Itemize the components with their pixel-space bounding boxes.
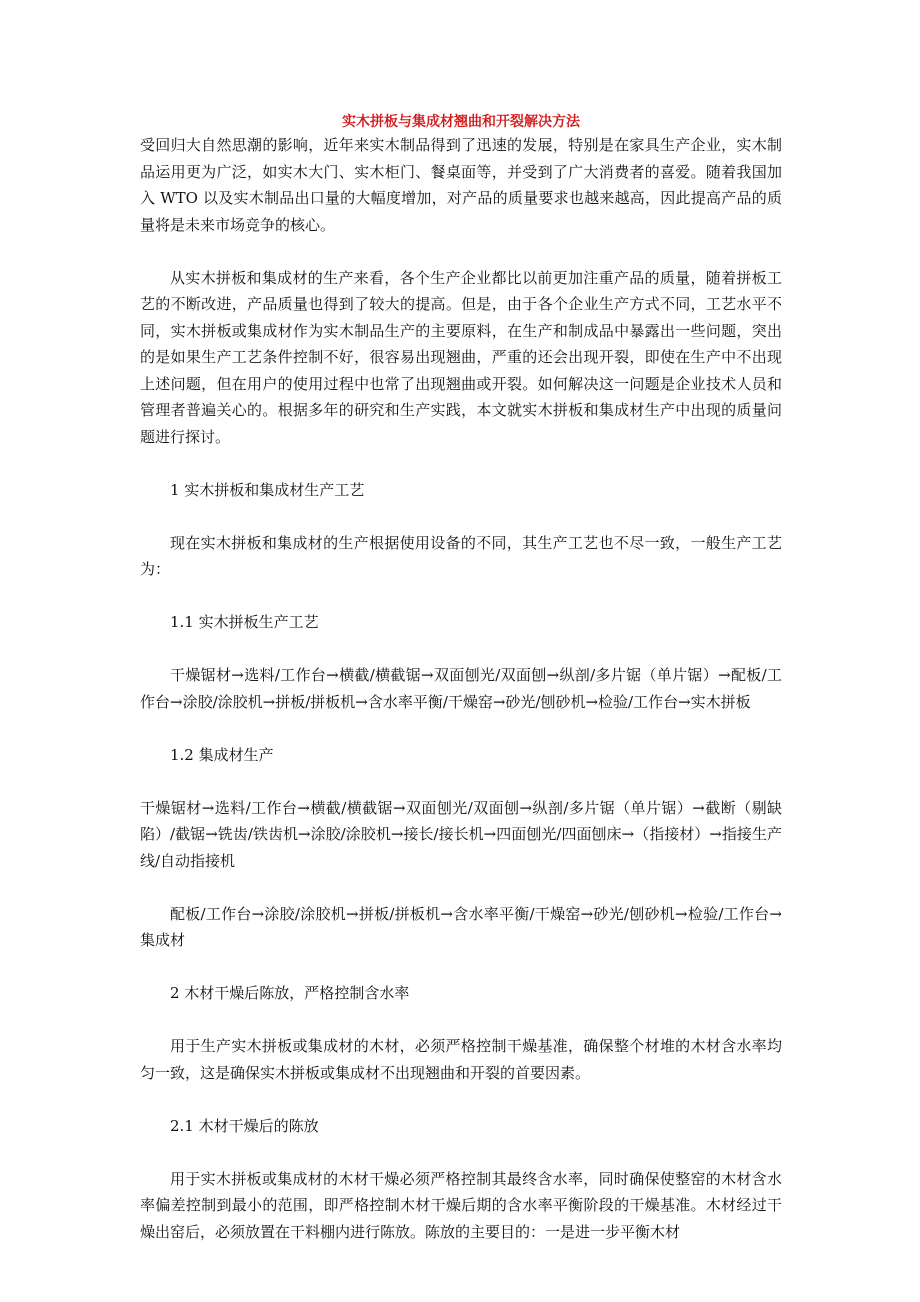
section-heading-1-1: 1.1 实木拼板生产工艺: [170, 613, 319, 631]
section-heading-1: 1 实木拼板和集成材生产工艺: [170, 480, 365, 499]
spacer: [140, 450, 782, 477]
spacer: [140, 1139, 782, 1166]
spacer: [140, 636, 782, 663]
spacer: [140, 874, 782, 901]
section-heading-1-2: 1.2 集成材生产: [170, 745, 274, 764]
paragraph-intro: 受回归大自然思潮的影响，近年来实木制品得到了迅速的发展，特别是在家具生产企业，实木制品运用更为广泛，如实木大门、实木柜门、餐桌面等，并受到了广大消费者的喜爱。随着我国加入 WTO 以及实木制品出口量的大幅度增加，对产品的质量要求也越来越高，因此提高产品的质量将是未来市场竞争的核心。: [140, 136, 782, 234]
spacer: [140, 768, 782, 795]
paragraph-storage: 用于实木拼板或集成材的木材干燥必须严格控制其最终含水率，同时确保使整窑的木材含水率偏差控制到最小的范围，即严格控制木材干燥后期的含水率平衡阶段的干燥基准。木材经过干燥出窑后，必须放置在干料棚内进行陈放。陈放的主要目的：一是进一步平衡木材: [140, 1169, 782, 1241]
spacer: [140, 1086, 782, 1113]
spacer: [140, 583, 782, 610]
paragraph-drying: 用于生产实木拼板或集成材的木材，必须严格控制干燥基准，确保整个材堆的木材含水率均匀一致，这是确保实木拼板或集成材不出现翘曲和开裂的首要因素。: [140, 1037, 782, 1082]
spacer: [140, 503, 782, 530]
section-heading-2-1: 2.1 木材干燥后的陈放: [170, 1116, 319, 1135]
paragraph-process-intro: 现在实木拼板和集成材的生产根据使用设备的不同，其生产工艺也不尽一致，一般生产工艺为：: [140, 533, 782, 578]
spacer: [140, 1007, 782, 1034]
paragraph-background: 从实木拼板和集成材的生产来看，各个生产企业都比以前更加注重产品的质量，随着拼板工艺的不断改进，产品质量也得到了较大的提高。但是，由于各个企业生产方式不同，工艺水平不同，实木拼板或集成材作为实木制品生产的主要原料，在生产和制成品中暴露出一些问题，突出的是如果生产工艺条件控制不好，很容易出现翘曲，严重的还会出现开裂，即使在生产中不出现上述问题，但在用户的使用过程中也常了出现翘曲或开裂。如何解决这一问题是企业技术人员和管理者普遍关心的。根据多年的研究和生产实践，本文就实木拼板和集成材生产中出现的质量问题进行探讨。: [140, 268, 782, 446]
paragraph-panel-process: 干燥锯材→选料/工作台→横截/横截锯→双面刨光/双面刨→纵剖/多片锯（单片锯）→配板/工作台→涂胶/涂胶机→拼板/拼板机→含水率平衡/干燥窑→砂光/刨砂机→检验/工作台→实木拼板: [140, 666, 782, 711]
paragraph-glulam-process: 干燥锯材→选料/工作台→横截/横截锯→双面刨光/双面刨→纵剖/多片锯（单片锯）→截断（剔缺陷）/截锯→铣齿/铁齿机→涂胶/涂胶机→接长/接长机→四面刨光/四面刨床→（指接材）→指接生产线/自动指接机: [140, 798, 782, 870]
spacer: [140, 954, 782, 981]
spacer: [140, 715, 782, 742]
document-title: 实木拼板与集成材翘曲和开裂解决方法: [342, 114, 580, 130]
paragraph-glulam-process-2: 配板/工作台→涂胶/涂胶机→拼板/拼板机→含水率平衡/干燥窑→砂光/刨砂机→检验/工作台→集成材: [140, 904, 782, 949]
section-heading-2: 2 木材干燥后陈放，严格控制含水率: [170, 984, 410, 1002]
spacer: [140, 238, 782, 265]
document-page: [140, 112, 782, 1245]
